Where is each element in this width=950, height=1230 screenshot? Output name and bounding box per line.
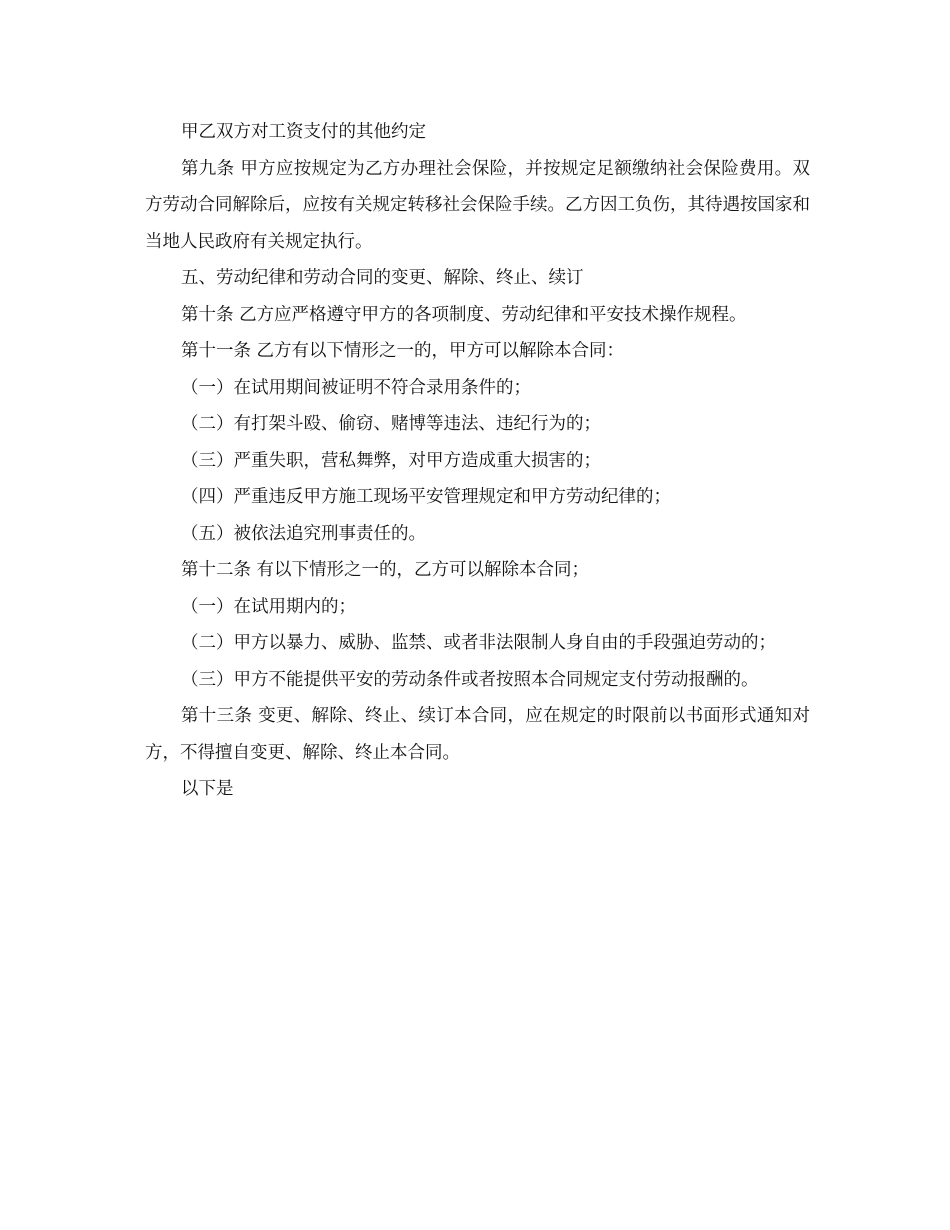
list-item-12-1: （一）在试用期内的； — [181, 596, 356, 617]
list-item-12-3: （三）甲方不能提供平安的劳动条件或者按照本合同规定支付劳动报酬的。 — [181, 669, 759, 690]
list-item-11-3: （三）严重失职，营私舞弊，对甲方造成重大损害的； — [181, 450, 601, 471]
list-item-11-2: （二）有打架斗殴、偷窃、赌博等违法、违纪行为的； — [181, 414, 601, 434]
section-heading-5: 五、劳动纪律和劳动合同的变更、解除、终止、续订 — [181, 268, 584, 288]
list-item-11-1: （一）在试用期间被证明不符合录用条件的； — [181, 377, 531, 398]
paragraph-article-11: 第十一条 乙方有以下情形之一的，甲方可以解除本合同： — [181, 341, 625, 361]
document-body — [145, 114, 810, 808]
paragraph-article-13: 第十三条 变更、解除、终止、续订本合同，应在规定的时限前以书面形式通知对方，不得擅自变更、解除、终止本合同。 — [145, 706, 810, 763]
list-item-12-2: （二）甲方以暴力、威胁、监禁、或者非法限制人身自由的手段强迫劳动的； — [181, 633, 776, 653]
paragraph-trailing: 以下是 — [181, 779, 234, 799]
list-item-11-5: （五）被依法追究刑事责任的。 — [181, 523, 426, 544]
list-item-11-4: （四）严重违反甲方施工现场平安管理规定和甲方劳动纪律的； — [181, 487, 671, 507]
paragraph-wage-other-terms: 甲乙双方对工资支付的其他约定 — [181, 122, 426, 142]
paragraph-article-12: 第十二条 有以下情形之一的，乙方可以解除本合同； — [181, 560, 590, 580]
paragraph-article-9: 第九条 甲方应按规定为乙方办理社会保险，并按规定足额缴纳社会保险费用。双方劳动合同解除后，应按有关规定转移社会保险手续。乙方因工负伤，其待遇按国家和当地人民政府有关规定执行。 — [145, 158, 810, 252]
paragraph-article-10: 第十条 乙方应严格遵守甲方的各项制度、劳动纪律和平安技术操作规程。 — [181, 304, 747, 325]
